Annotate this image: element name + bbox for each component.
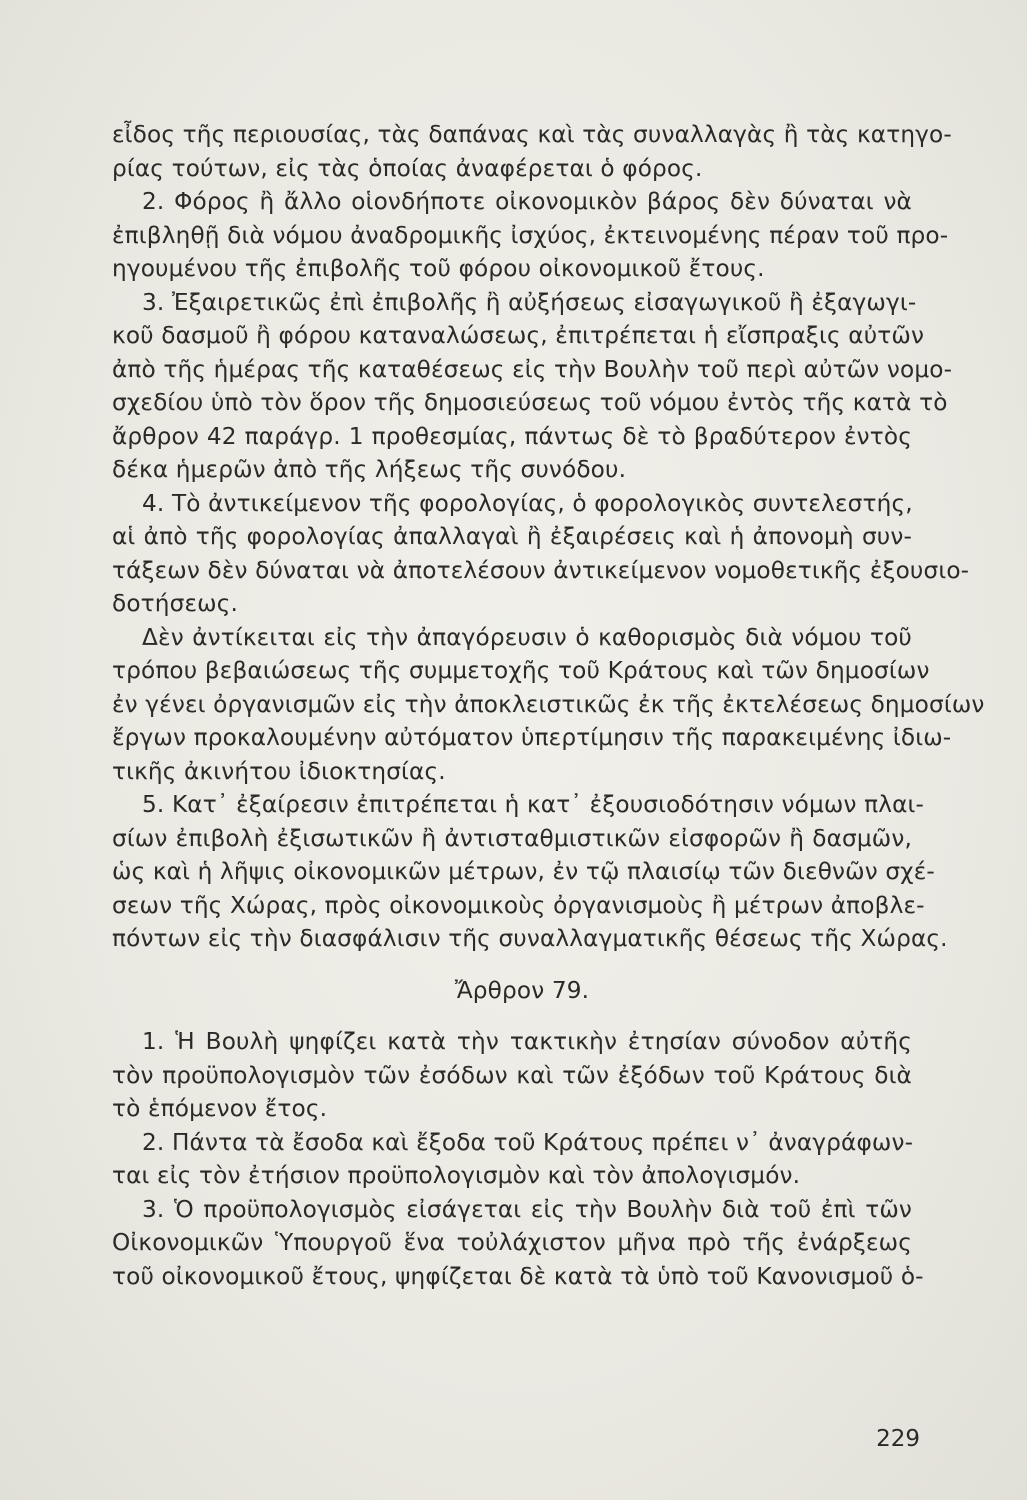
page-number: 229 xyxy=(876,1426,920,1452)
text-line: σίων ἐπιβολὴ ἐξισωτικῶν ἢ ἀντισταθμιστικῶν εἰσφορῶν ἢ δασμῶν, xyxy=(112,824,912,852)
article-heading: Ἄρθρον 79. xyxy=(454,976,590,1004)
text-line: ἐν γένει ὀργανισμῶν εἰς τὴν ἀποκλειστικῶς ἐκ τῆς ἐκτελέσεως δημοσίων xyxy=(112,690,985,718)
text-line: τικῆς ἀκινήτου ἰδιοκτησίας. xyxy=(112,757,446,785)
article-79-paragraph-3: 3. Ὁ προϋπολογισμὸς εἰσάγεται εἰς τὴν Βουλὴν διὰ τοῦ ἐπὶ τῶν xyxy=(142,1195,912,1223)
text-line: ὡς καὶ ἡ λῆψις οἰκονομικῶν μέτρων, ἐν τῷ πλαισίῳ τῶν διεθνῶν σχέ- xyxy=(112,858,935,885)
text-line: πόντων εἰς τὴν διασφάλισιν τῆς συναλλαγματικῆς θέσεως τῆς Χώρας. xyxy=(112,925,948,952)
paragraph-5-start: 5. Κατ᾽ ἐξαίρεσιν ἐπιτρέπεται ἡ κατ᾽ ἐξουσιοδότησιν νόμων πλαι- xyxy=(142,791,925,818)
text-line: τοῦ οἰκονομικοῦ ἔτους, ψηφίζεται δὲ κατὰ τὰ ὑπὸ τοῦ Κανονισμοῦ ὁ- xyxy=(112,1262,924,1290)
text-line: ἔργων προκαλουμένην αὐτόματον ὑπερτίμησιν τῆς παρακειμένης ἰδιω- xyxy=(112,724,952,751)
text-line: ἐπιβληθῇ διὰ νόμου ἀναδρομικῆς ἰσχύος, ἐκτεινομένης πέραν τοῦ προ- xyxy=(112,221,949,249)
text-line: τὸν προϋπολογισμὸν τῶν ἐσόδων καὶ τῶν ἐξόδων τοῦ Κράτους διὰ xyxy=(112,1061,912,1089)
paragraph-2-start: 2. Φόρος ἢ ἄλλο οἱονδήποτε οἰκονομικὸν βάρος δὲν δύναται νὰ xyxy=(142,188,912,215)
text-line: κοῦ δασμοῦ ἢ φόρου καταναλώσεως, ἐπιτρέπεται ἡ εἴσπραξις αὐτῶν xyxy=(112,322,925,349)
text-line: ται εἰς τὸν ἐτήσιον προϋπολογισμὸν καὶ τὸν ἀπολογισμόν. xyxy=(112,1162,801,1189)
text-line: ἄρθρον 42 παράγρ. 1 προθεσμίας, πάντως δὲ τὸ βραδύτερον ἐντὸς xyxy=(112,422,912,450)
text-line: αἱ ἀπὸ τῆς φορολογίας ἀπαλλαγαὶ ἢ ἐξαιρέσεις καὶ ἡ ἀπονομὴ συν- xyxy=(112,523,912,550)
article-79-paragraph-2: 2. Πάντα τὰ ἔσοδα καὶ ἔξοδα τοῦ Κράτους πρέπει ν᾽ ἀναγράφων- xyxy=(142,1128,914,1156)
text-line: δέκα ἡμερῶν ἀπὸ τῆς λήξεως τῆς συνόδου. xyxy=(112,456,627,483)
text-line: ἀπὸ τῆς ἡμέρας τῆς καταθέσεως εἰς τὴν Βουλὴν τοῦ περὶ αὐτῶν νομο- xyxy=(112,355,953,383)
text-line: σεων τῆς Χώρας, πρὸς οἰκονομικοὺς ὀργανισμοὺς ἢ μέτρων ἀποβλε- xyxy=(112,891,925,919)
paragraph-3-start: 3. Ἐξαιρετικῶς ἐπὶ ἐπιβολῆς ἢ αὐξήσεως εἰσαγωγικοῦ ἢ ἐξαγωγι- xyxy=(142,288,917,316)
text-line: Οἰκονομικῶν Ὑπουργοῦ ἕνα τοὐλάχιστον μῆνα πρὸ τῆς ἐνάρξεως xyxy=(112,1229,912,1256)
paragraph-start: Δὲν ἀντίκειται εἰς τὴν ἀπαγόρευσιν ὁ καθορισμὸς διὰ νόμου τοῦ xyxy=(142,623,912,651)
text-line: τὸ ἑπόμενον ἔτος. xyxy=(112,1095,328,1122)
text-line: ηγουμένου τῆς ἐπιβολῆς τοῦ φόρου οἰκονομικοῦ ἔτους. xyxy=(112,255,765,282)
body-text xyxy=(112,118,985,1293)
article-79-paragraph-1: 1. Ἡ Βουλὴ ψηφίζει κατὰ τὴν τακτικὴν ἐτησίαν σύνοδον αὐτῆς xyxy=(142,1028,912,1055)
text-line: δοτήσεως. xyxy=(112,590,239,617)
paragraph-4-start: 4. Τὸ ἀντικείμενον τῆς φορολογίας, ὁ φορολογικὸς συντελεστής, xyxy=(142,489,913,517)
text-line: τρόπου βεβαιώσεως τῆς συμμετοχῆς τοῦ Κράτους καὶ τῶν δημοσίων xyxy=(112,657,930,684)
text-line: εἶδος τῆς περιουσίας, τὰς δαπάνας καὶ τὰς συναλλαγὰς ἢ τὰς κατηγο- xyxy=(112,121,952,148)
text-line: σχεδίου ὑπὸ τὸν ὅρον τῆς δημοσιεύσεως τοῦ νόμου ἐντὸς τῆς κατὰ τὸ xyxy=(112,389,948,416)
text-line: τάξεων δὲν δύναται νὰ ἀποτελέσουν ἀντικείμενον νομοθετικῆς ἐξουσιο- xyxy=(112,556,970,584)
text-line: ρίας τούτων, εἰς τὰς ὁποίας ἀναφέρεται ὁ φόρος. xyxy=(112,154,703,182)
